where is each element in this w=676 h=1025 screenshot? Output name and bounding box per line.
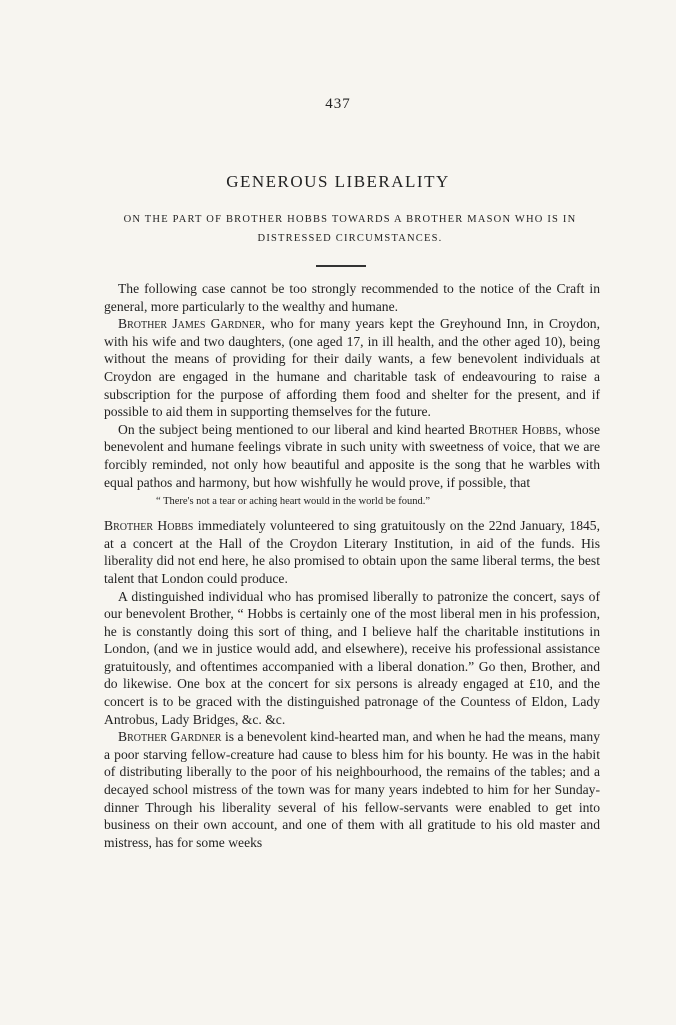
title-divider (316, 265, 366, 267)
paragraph-gardner-case-text: who for many years kept the Greyhound Inn, in Croydon, with his wife and two daughters, (one aged 17, in ill health, and the other aged 10), being without the means of providing for their daily wants, a few benevolent individuals at Croydon are engaged in the humane and charitable task of endeavouring to raise a subscription for the purpose of affording them food and shelter for the present, and if possible to aid them in supporting themselves for the future. (104, 316, 600, 420)
name-brother-james-gardner: Brother James Gardner, (118, 316, 265, 332)
paragraph-hobbs-mention (104, 421, 600, 491)
paragraph-hobbs-volunteer (104, 517, 600, 587)
paragraph-gardner-character (104, 728, 600, 851)
article-body (104, 280, 600, 851)
paragraph-hobbs-volunteer-text: immediately volunteered to sing gratuitously on the 22nd January, 1845, at a concert at the Hall of the Croydon Literary Institution, in aid of the funds. His liberality did not end here, he also promised to obtain upon the same liberal terms, the best talent that London could produce. (104, 518, 601, 586)
paragraph-gardner-character-text: is a benevolent kind-hearted man, and when he had the means, many a poor starving fellow-creature had cause to bless him for his bounty. He was in the habit of distributing liberally to the poor of his neighbourhood, the remains of the tables; and a decayed school mistress of the town was for many years indebted to him for her Sunday-dinner Through his liberality several of his fellow-servants were enabled to get into business on their own account, and one of them with all gratitude to his old master and mistress, has for some weeks (104, 729, 600, 850)
paragraph-intro: The following case cannot be too strongly recommended to the notice of the Craft in general, more particularly to the wealthy and humane. (104, 281, 600, 314)
article-title: GENEROUS LIBERALITY (226, 172, 450, 191)
paragraph-hobbs-mention-text-b: whose benevolent and humane feelings vibrate in such unity with sweetness of voice, that we are forcibly reminded, not only how beautiful and apposite is the song that he warbles with equal pathos and harmony, but how wishfully he would prove, if possible, that (104, 421, 600, 490)
page-number: 437 (325, 96, 351, 112)
name-brother-hobbs-2: Brother Hobbs (104, 518, 194, 534)
name-brother-gardner: Brother Gardner (118, 729, 222, 745)
paragraph-gardner-case (104, 315, 600, 421)
article-subtitle: ON THE PART OF BROTHER HOBBS TOWARDS A BROTHER MASON WHO IS IN DISTRESSED CIRCUMSTANCES. (123, 214, 577, 244)
song-quote: “ There's not a tear or aching heart would in the world be found.” (156, 496, 431, 508)
name-brother-hobbs: Brother Hobbs, (468, 421, 562, 437)
paragraph-patron-quote: A distinguished individual who has promised liberally to patronize the concert, says of our benevolent Brother, “ Hobbs is certainly one of the most liberal men in his profession, he is constantly doing this sort of thing, and I believe half the charitable institutions in London, (and we in justice would add, and elsewhere), receive his professional assistance gratuitously, and oftentimes accompanied with a liberal donation.” Go then, Brother, and do likewise. One box at the concert for six persons is already engaged at £10, and the concert is to be graced with the distinguished patronage of the Countess of Eldon, Lady Antrobus, Lady Bridges, &c. &c. (104, 588, 600, 727)
paragraph-hobbs-mention-text-a: On the subject being mentioned to our liberal and kind hearted (118, 421, 469, 437)
